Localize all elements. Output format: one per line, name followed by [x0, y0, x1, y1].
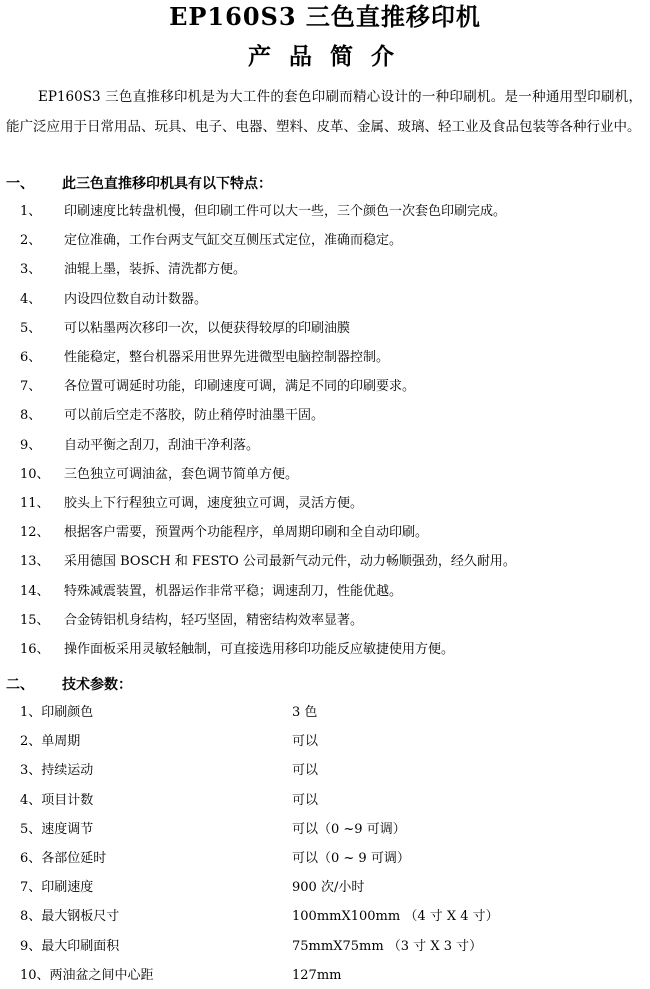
- spec-label: 9、最大印刷面积: [20, 938, 120, 954]
- spec-row: [20, 937, 482, 957]
- spec-value: 可以: [292, 763, 319, 779]
- section-heading-specs: [6, 675, 132, 695]
- feature-number: 1、: [20, 204, 42, 219]
- feature-text: 可以前后空走不落胶，防止稍停时油墨干固。: [64, 408, 325, 424]
- document-subtitle: 产品简介: [248, 43, 412, 70]
- spec-label: 10、两油盆之间中心距: [20, 967, 154, 983]
- feature-item: [20, 290, 207, 310]
- feature-text: 各位置可调延时功能，印刷速度可调，满足不同的印刷要求。: [64, 379, 416, 395]
- spec-row: [20, 966, 341, 986]
- spec-row: [20, 907, 499, 927]
- feature-text: 性能稳定，整台机器采用世界先进微型电脑控制器控制。: [64, 350, 390, 365]
- feature-number: 14、: [20, 583, 50, 599]
- feature-item: [20, 377, 415, 397]
- feature-text: 可以粘墨两次移印一次，以便获得较厚的印刷油膜: [64, 320, 351, 336]
- spec-value: 3 色: [292, 705, 318, 720]
- feature-text: 三色独立可调油盆，套色调节简单方便。: [64, 466, 299, 482]
- section-number: 一、: [6, 176, 34, 192]
- spec-value: 100mmX100mm （4 寸 X 4 寸）: [292, 909, 499, 925]
- feature-item: [20, 523, 428, 543]
- feature-text: 根据客户需要，预置两个功能程序，单周期印刷和全自动印刷。: [64, 525, 429, 541]
- feature-number: 15、: [20, 612, 50, 628]
- feature-text: 印刷速度比转盘机慢，但印刷工件可以大一些，三个颜色一次套色印刷完成。: [64, 204, 507, 219]
- feature-item: [20, 611, 363, 631]
- feature-text: 胶头上下行程独立可调，速度独立可调，灵活方便。: [64, 496, 364, 511]
- feature-item: [20, 260, 246, 280]
- spec-row: [20, 849, 410, 869]
- feature-number: 5、: [20, 320, 42, 336]
- feature-text: 油辊上墨，装拆、清洗都方便。: [64, 262, 247, 278]
- section-heading-features: [6, 174, 272, 194]
- spec-row: [20, 732, 318, 752]
- spec-label: 4、项目计数: [20, 792, 94, 808]
- spec-value: 127mm: [292, 967, 342, 983]
- spec-row: [20, 703, 317, 723]
- feature-item: [20, 231, 402, 251]
- spec-label: 1、印刷颜色: [20, 705, 94, 720]
- spec-row: [20, 878, 364, 898]
- spec-value: 900 次/小时: [292, 880, 365, 896]
- feature-text: 内设四位数自动计数器。: [64, 291, 208, 307]
- feature-number: 4、: [20, 291, 42, 307]
- spec-label: 5、速度调节: [20, 821, 94, 837]
- feature-number: 2、: [20, 233, 42, 249]
- feature-number: 6、: [20, 350, 42, 365]
- feature-item: [20, 436, 259, 456]
- feature-item: [20, 494, 363, 514]
- feature-text: 合金铸铝机身结构，轻巧坚固，精密结构效率显著。: [64, 612, 364, 628]
- feature-text: 操作面板采用灵敏轻触制，可直接选用移印功能反应敏捷使用方便。: [64, 642, 455, 657]
- feature-number: 10、: [20, 466, 50, 482]
- spec-row: [20, 820, 406, 840]
- feature-number: 11、: [20, 496, 50, 511]
- feature-number: 8、: [20, 408, 42, 424]
- document-title: EP160S3 三色直推移印机: [169, 2, 481, 31]
- feature-item: [20, 202, 506, 222]
- feature-number: 12、: [20, 525, 50, 541]
- spec-value: 可以（0 ~9 可调）: [292, 821, 406, 837]
- feature-text: 特殊减震装置，机器运作非常平稳；调速刮刀，性能优越。: [64, 583, 403, 599]
- feature-item: [20, 640, 454, 660]
- spec-value: 可以（0 ~ 9 可调）: [292, 851, 410, 866]
- section-number: 二、: [6, 677, 34, 693]
- spec-label: 2、单周期: [20, 734, 81, 750]
- section-title: 此三色直推移印机具有以下特点：: [62, 176, 272, 192]
- feature-text: 自动平衡之刮刀，刮油干净利落。: [64, 437, 260, 453]
- feature-number: 7、: [20, 379, 42, 395]
- feature-item: [20, 319, 350, 339]
- intro-paragraph: EP160S3 三色直推移印机是为大工件的套色印刷而精心设计的一种印刷机。是一种通用型印刷机，能广泛应用于日常用品、玩具、电子、电器、塑料、皮革、金属、玻璃、轻工业及食品包装等各种行业中。: [6, 89, 642, 135]
- spec-label: 7、印刷速度: [20, 880, 94, 896]
- spec-row: [20, 761, 318, 781]
- feature-number: 9、: [20, 437, 42, 453]
- feature-item: [20, 348, 389, 368]
- feature-item: [20, 552, 516, 572]
- feature-item: [20, 406, 324, 426]
- spec-label: 3、持续运动: [20, 763, 94, 779]
- spec-row: [20, 791, 318, 811]
- spec-label: 6、各部位延时: [20, 851, 107, 866]
- feature-text: 采用德国 BOSCH 和 FESTO 公司最新气动元件，动力畅顺强劲，经久耐用。: [64, 554, 516, 570]
- spec-value: 可以: [292, 734, 319, 750]
- feature-number: 3、: [20, 262, 42, 278]
- spec-label: 8、最大钢板尺寸: [20, 909, 120, 925]
- feature-number: 16、: [20, 642, 50, 657]
- feature-item: [20, 465, 298, 485]
- feature-text: 定位准确，工作台两支气缸交互侧压式定位，准确而稳定。: [64, 233, 403, 249]
- feature-item: [20, 582, 402, 602]
- section-title: 技术参数：: [62, 677, 132, 693]
- spec-value: 可以: [292, 792, 319, 808]
- spec-value: 75mmX75mm （3 寸 X 3 寸）: [292, 938, 483, 954]
- feature-number: 13、: [20, 554, 50, 570]
